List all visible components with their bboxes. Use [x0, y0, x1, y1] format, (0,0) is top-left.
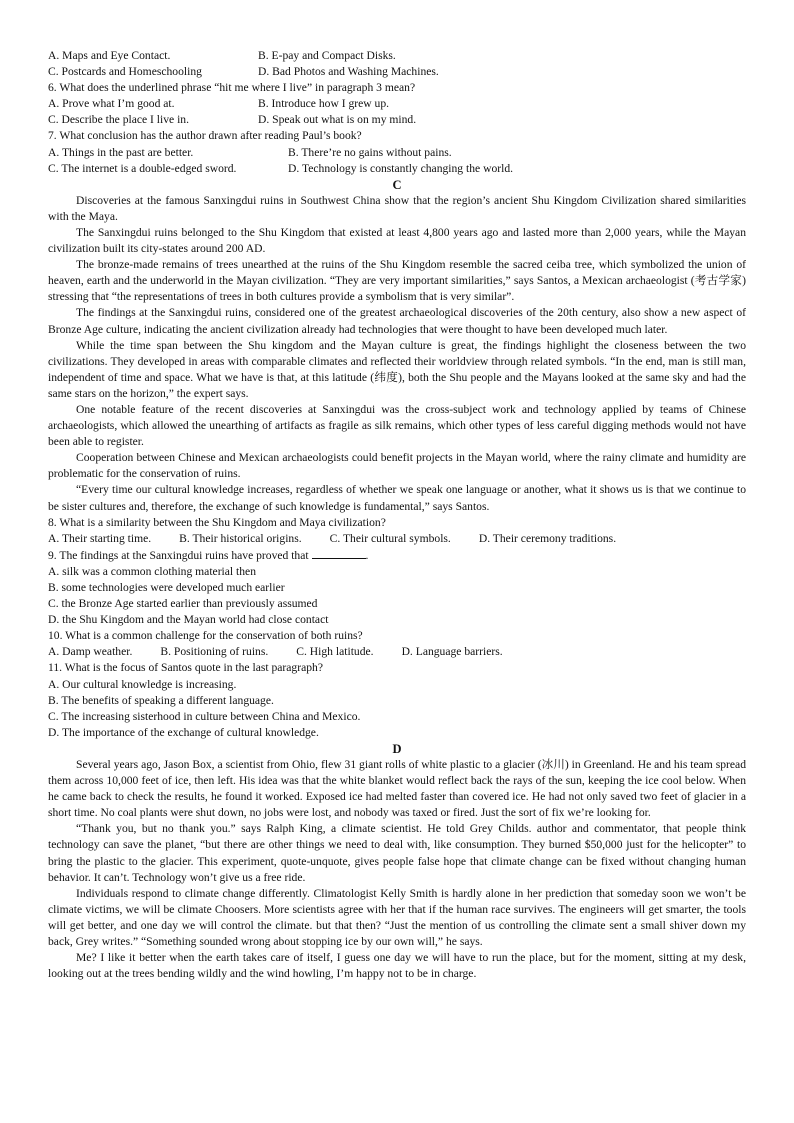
q8-option-d: D. Their ceremony traditions.	[478, 531, 617, 545]
q8-options	[48, 531, 746, 547]
question-8: 8. What is a similarity between the Shu Kingdom and Maya civilization?	[48, 515, 386, 529]
d-paragraph-4: Me? I like it better when the earth takes care of itself, I guess one day we will have to run the place, but for the moment, sitting at my desk, looking out at the trees bending wildly and the wind howling, I’m happy not to be in charge.	[48, 951, 746, 981]
q7-option-b: B. There’re no gains without pains.	[288, 145, 452, 159]
q9-option-a: A. silk was a common clothing material then	[48, 564, 256, 578]
q8-option-b: B. Their historical origins.	[179, 531, 302, 545]
q8-option-c: C. Their cultural symbols.	[329, 531, 451, 545]
q5-options-row2	[48, 64, 746, 80]
q10-option-b: B. Positioning of ruins.	[160, 645, 269, 659]
q11-option-d: D. The importance of the exchange of cultural knowledge.	[48, 725, 319, 739]
q8-option-a: A. Their starting time.	[48, 531, 152, 545]
q7-option-d: D. Technology is constantly changing the world.	[288, 161, 514, 175]
q6-option-d: D. Speak out what is on my mind.	[258, 113, 417, 127]
q7-options-row2	[48, 161, 746, 177]
question-11: 11. What is the focus of Santos quote in the last paragraph?	[48, 661, 323, 675]
q11-option-a: A. Our cultural knowledge is increasing.	[48, 677, 237, 691]
q11-option-c: C. The increasing sisterhood in culture between China and Mexico.	[48, 709, 361, 723]
question-6: 6. What does the underlined phrase “hit me where I live” in paragraph 3 mean?	[48, 81, 416, 95]
question-10: 10. What is a common challenge for the conservation of both ruins?	[48, 629, 363, 643]
q10-options	[48, 644, 746, 660]
c-paragraph-5: While the time span between the Shu kingdom and the Mayan culture is great, the findings highlight the closeness between the two civilizations. They developed in areas with comparable climates and reflected their worldview through related symbols. “In the end, man is still man, independent of time and space. What we have is that, at this latitude (纬度), both the Shu people and the Mayans looked at the same sky and had the same stars on the horizon,” the expert says.	[48, 338, 746, 400]
q7-options-row1	[48, 145, 746, 161]
q10-option-c: C. High latitude.	[296, 645, 374, 659]
q6-options-row1	[48, 96, 746, 112]
section-d-heading: D	[392, 741, 402, 756]
q6-option-c: C. Describe the place I live in.	[48, 113, 190, 127]
q6-option-a: A. Prove what I’m good at.	[48, 97, 175, 111]
q5-option-c: C. Postcards and Homeschooling	[48, 65, 202, 79]
q9-option-c: C. the Bronze Age started earlier than previously assumed	[48, 597, 318, 611]
q11-option-b: B. The benefits of speaking a different language.	[48, 693, 274, 707]
c-paragraph-3: The bronze-made remains of trees unearthed at the ruins of the Shu Kingdom resemble the sacred ceiba tree, which symbolized the union of heaven, earth and the underworld in the Mayan civilization. “They are very important similarities,” says Santos, a Mexican archaeologist (考古学家) stressing that “the representations of trees in both cultures provide a symbolism that is very similar”.	[48, 258, 746, 304]
section-c-heading: C	[392, 177, 402, 192]
d-paragraph-3: Individuals respond to climate change differently. Climatologist Kelly Smith is hardly alone in her prediction that someday soon we won’t be climate victims, we will be climate Choosers. More scientists agree with her that if the human race survives. The engineers will get smarter, the tools will get better, and one day we will control the climate. but that then? “Just the mention of us controlling the climate sent a small shiver down my back, Grey writes.” “Something sounded wrong about stopping ice by our own will,” he says.	[48, 886, 746, 948]
question-9: 9. The findings at the Sanxingdui ruins have proved that .	[48, 548, 369, 562]
c-paragraph-2: The Sanxingdui ruins belonged to the Shu Kingdom that existed at least 4,800 years ago and lasted more than 2,000 years, while the Mayan civilization built its city-states around 200 AD.	[48, 225, 746, 256]
c-paragraph-1: Discoveries at the famous Sanxingdui ruins in Southwest China show that the region’s ancient Shu Kingdom Civilization shared similarities with the Maya.	[48, 193, 746, 223]
c-paragraph-6: One notable feature of the recent discoveries at Sanxingdui was the cross-subject work and technology applied by teams of Chinese archaeologists, which allowed the unearthing of artifacts as fragile as silk remains, which other types of less careful digging methods would not have been able to register.	[48, 402, 746, 449]
c-paragraph-4: The findings at the Sanxingdui ruins, considered one of the greatest archaeological discoveries of the 20th century, also show a new aspect of Bronze Age culture, indicating the ancient civilization already had technologies that were thought to have been developed much later.	[48, 306, 746, 336]
c-paragraph-7: Cooperation between Chinese and Mexican archaeologists could benefit projects in the Mayan world, where the rainy climate and humidity are problematic for the conservation of ruins.	[48, 451, 746, 481]
q5-option-d: D. Bad Photos and Washing Machines.	[258, 65, 439, 79]
c-paragraph-8: “Every time our cultural knowledge increases, regardless of whether we speak one language or another, what it shows us is that we continue to be sister cultures and, therefore, the exchange of such knowledge is fundamental,” says Santos.	[48, 483, 746, 513]
d-paragraph-1: Several years ago, Jason Box, a scientist from Ohio, flew 31 giant rolls of white plastic to a glacier (冰川) in Greenland. He and his team spread them across 10,000 feet of ice, then left. His idea was that the white blanket would reflect back the rays of the sun, keeping the ice cool below. When he came back to check the results, he found it worked. Exposed ice had melted faster than covered ice. He had not only saved two feet of glacier in a short time. No coal plants were shut down, no jobs were lost, and nobody was taxed or fired. Just the sort of fix we’re looking for.	[48, 757, 746, 820]
q5-options-row1	[48, 48, 746, 64]
q6-options-row2	[48, 112, 746, 128]
d-paragraph-2: “Thank you, but no thank you.” says Ralph King, a climate scientist. He told Grey Childs. author and commentator, that people think technology can save the planet, “but there are other things we need to deal with, like consumption. They burned $50,000 just for the helicopter” to bring the plastic to the glacier. This experiment, quote-unquote, gives people false hope that climate change can be fixed without changing human behavior. It can’t. Technology won’t give us a free ride.	[48, 822, 746, 884]
q7-option-c: C. The internet is a double-edged sword.	[48, 161, 237, 175]
q5-option-b: B. E-pay and Compact Disks.	[258, 49, 396, 62]
question-7: 7. What conclusion has the author drawn after reading Paul’s book?	[48, 129, 362, 143]
q6-option-b: B. Introduce how I grew up.	[258, 97, 390, 111]
q9-option-d: D. the Shu Kingdom and the Mayan world had close contact	[48, 613, 329, 627]
exam-page	[48, 48, 746, 982]
q7-option-a: A. Things in the past are better.	[48, 145, 194, 159]
q5-option-a: A. Maps and Eye Contact.	[48, 49, 171, 62]
question-9-text: 9. The findings at the Sanxingdui ruins have proved that	[48, 548, 309, 562]
q10-option-d: D. Language barriers.	[401, 645, 503, 659]
q10-option-a: A. Damp weather.	[48, 645, 133, 659]
answer-blank	[312, 547, 366, 559]
q9-option-b: B. some technologies were developed much earlier	[48, 581, 285, 594]
